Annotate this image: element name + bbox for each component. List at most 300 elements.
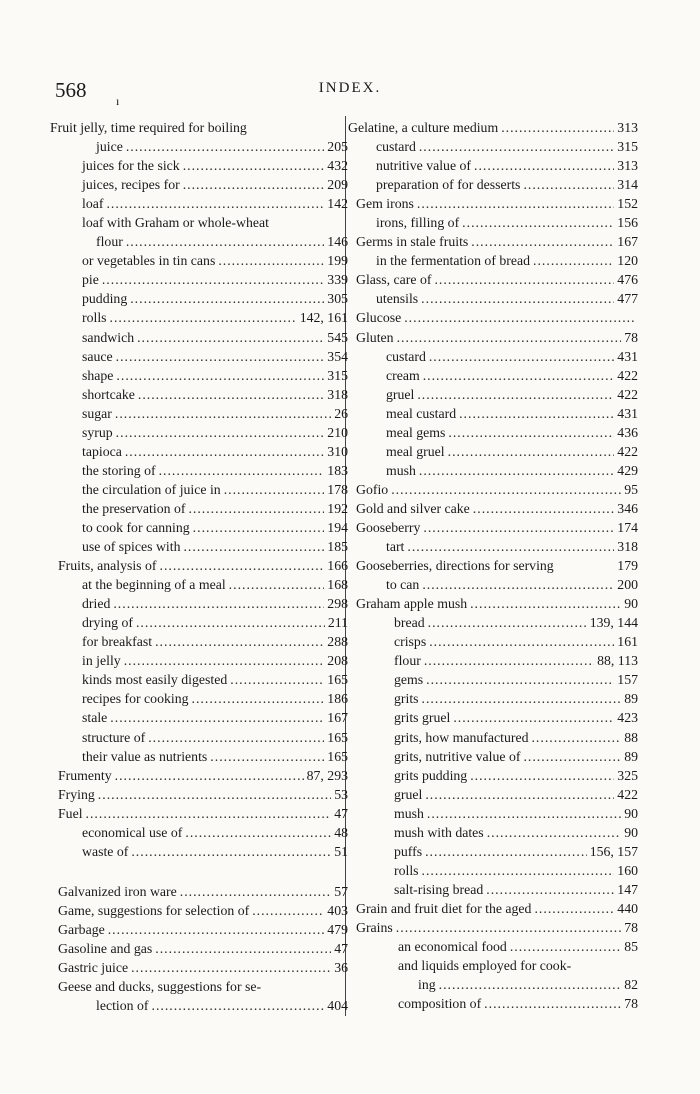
entry-term: pudding: [82, 291, 128, 307]
page-reference: 165: [327, 672, 348, 688]
entry-term: irons, filling of: [376, 215, 460, 231]
dot-leader: [193, 518, 325, 537]
index-entry: [348, 232, 638, 251]
dot-leader: [428, 613, 587, 632]
index-entry: [50, 442, 348, 461]
dot-leader: [108, 920, 325, 939]
index-entry: [348, 461, 638, 480]
entry-term: to cook for canning: [82, 519, 190, 535]
entry-term: to can: [386, 577, 420, 593]
index-entry: [348, 347, 638, 366]
dot-leader: [422, 861, 615, 880]
index-entry: [50, 518, 348, 537]
entry-term: meal gems: [386, 424, 446, 440]
index-entry: [348, 747, 638, 766]
page-reference: 185: [327, 539, 348, 555]
index-entry: [348, 880, 638, 899]
index-entry: [50, 785, 348, 804]
index-entry: [50, 823, 348, 842]
entry-term: gruel: [386, 386, 415, 402]
dot-leader: [533, 251, 614, 270]
page-reference: 476: [617, 272, 638, 288]
entry-term: sandwich: [82, 329, 135, 345]
index-column-right: [348, 118, 638, 1013]
page-reference: 194: [327, 519, 348, 535]
index-entry: [348, 842, 638, 861]
entry-term: Gasoline and gas: [58, 940, 153, 956]
page-reference: 87, 293: [306, 767, 348, 783]
entry-term: Galvanized iron ware: [58, 883, 177, 899]
index-entry: [348, 251, 638, 270]
entry-term: Fruits, analysis of: [58, 558, 157, 574]
dot-leader: [185, 823, 331, 842]
entry-term: kinds most easily digested: [82, 672, 228, 688]
dot-leader: [183, 537, 324, 556]
dot-leader: [422, 689, 622, 708]
entry-term: pie: [82, 272, 99, 288]
index-entry: [50, 404, 348, 423]
entry-term: juices, recipes for: [82, 177, 180, 193]
entry-term: mush: [394, 805, 424, 821]
page-reference: 142, 161: [299, 310, 348, 326]
entry-term: loaf with Graham or whole-wheat: [82, 215, 269, 231]
dot-leader: [252, 901, 324, 920]
dot-leader: [470, 594, 621, 613]
page-reference: 318: [327, 386, 348, 402]
page-reference: 208: [327, 653, 348, 669]
index-entry: [50, 175, 348, 194]
dot-leader: [486, 880, 614, 899]
dot-leader: [453, 708, 614, 727]
page-reference: 199: [327, 253, 348, 269]
page-reference: 90: [624, 824, 638, 840]
dot-leader: [192, 689, 325, 708]
index-entry: [348, 632, 638, 651]
page-header: [0, 76, 700, 106]
page-reference: 310: [327, 443, 348, 459]
page-reference: 90: [624, 596, 638, 612]
entry-term: structure of: [82, 729, 146, 745]
dot-leader: [86, 804, 332, 823]
dot-leader: [419, 137, 614, 156]
page-reference: 152: [617, 196, 638, 212]
page-reference: 165: [327, 748, 348, 764]
dot-leader: [448, 442, 615, 461]
page-reference: 432: [327, 158, 348, 174]
dot-leader: [474, 156, 614, 175]
page-reference: 178: [327, 481, 348, 497]
entry-term: mush with dates: [394, 824, 484, 840]
index-entry: [348, 308, 638, 327]
index-entry: [50, 328, 348, 347]
entry-term: recipes for cooking: [82, 691, 189, 707]
dot-leader: [423, 366, 615, 385]
dot-leader: [124, 651, 325, 670]
entry-term: in the fermentation of bread: [376, 253, 531, 269]
dot-leader: [131, 958, 331, 977]
index-entry: [348, 366, 638, 385]
entry-term: composition of: [398, 996, 482, 1012]
dot-leader: [136, 613, 325, 632]
page-reference: 440: [617, 900, 638, 916]
entry-term: Glucose: [356, 310, 402, 326]
index-entry: [348, 137, 638, 156]
page-reference: 157: [617, 672, 638, 688]
dot-leader: [130, 289, 324, 308]
entry-term: dried: [82, 596, 111, 612]
dot-leader: [484, 994, 621, 1013]
entry-term: Graham apple mush: [356, 596, 468, 612]
entry-term: shortcake: [82, 386, 135, 402]
page-reference: 183: [327, 462, 348, 478]
index-entry: [348, 270, 638, 289]
dot-leader: [224, 480, 325, 499]
page-reference: 422: [617, 367, 638, 383]
page-reference: 313: [617, 120, 638, 135]
entry-term: puffs: [394, 843, 423, 859]
entry-term: economical use of: [82, 824, 183, 840]
dot-leader: [429, 347, 614, 366]
page-reference: 95: [624, 481, 638, 497]
dot-leader: [230, 670, 324, 689]
dot-leader: [404, 308, 635, 327]
dot-leader: [229, 575, 325, 594]
dot-leader: [115, 404, 331, 423]
page-reference: 431: [617, 348, 638, 364]
entry-term: rolls: [82, 310, 107, 326]
index-entry: [348, 328, 638, 347]
entry-term: or vegetables in tin cans: [82, 253, 216, 269]
dot-leader: [417, 194, 614, 213]
index-entry: [348, 175, 638, 194]
entry-term: sauce: [82, 348, 113, 364]
dot-leader: [407, 537, 614, 556]
page-reference: 404: [327, 998, 348, 1014]
page-reference: 167: [617, 234, 638, 250]
index-entry: [348, 956, 638, 975]
entry-term: and liquids employed for cook-: [398, 958, 572, 974]
entry-term: Garbage: [58, 921, 105, 937]
entry-term: meal custard: [386, 405, 457, 421]
page-reference: 346: [617, 500, 638, 516]
entry-term: Grains: [356, 919, 393, 935]
dot-leader: [218, 251, 324, 270]
entry-term: Fruit jelly, time required for boiling: [50, 120, 247, 135]
page-reference: 156: [617, 215, 638, 231]
index-entry: [50, 920, 348, 939]
index-entry: [50, 137, 348, 156]
dot-leader: [429, 632, 614, 651]
page-reference: 325: [617, 767, 638, 783]
dot-leader: [131, 842, 331, 861]
page-reference: 82: [624, 977, 638, 993]
index-entry: [50, 461, 348, 480]
page-reference: 78: [624, 996, 638, 1012]
index-entry: [50, 556, 348, 575]
dot-leader: [534, 899, 614, 918]
dot-leader: [510, 937, 621, 956]
index-entry: [50, 270, 348, 289]
index-entry: [348, 404, 638, 423]
index-entry: [348, 937, 638, 956]
page-reference: 314: [617, 177, 638, 193]
index-entry: [50, 118, 348, 137]
index-entry: [348, 213, 638, 232]
index-entry: [348, 861, 638, 880]
index-entry: [50, 996, 348, 1015]
entry-term: nutritive value of: [376, 158, 472, 174]
entry-term: sugar: [82, 405, 112, 421]
index-entry: [50, 499, 348, 518]
page-reference: 36: [334, 960, 348, 976]
index-entry: [348, 785, 638, 804]
dot-leader: [180, 882, 331, 901]
entry-term: custard: [376, 139, 416, 155]
index-entry: [348, 689, 638, 708]
index-entry: [50, 232, 348, 251]
entry-term: at the beginning of a meal: [82, 577, 226, 593]
page-reference: 318: [617, 539, 638, 555]
dot-leader: [439, 975, 622, 994]
page-reference: 339: [327, 272, 348, 288]
index-entry: [50, 289, 348, 308]
index-entry: [50, 901, 348, 920]
entry-term: Fuel: [58, 805, 83, 821]
dot-leader: [188, 499, 324, 518]
entry-term: Gelatine, a culture medium: [348, 120, 499, 135]
page-reference: 210: [327, 424, 348, 440]
index-entry: [50, 194, 348, 213]
index-entry: [348, 594, 638, 613]
page-reference: 161: [617, 634, 638, 650]
page-reference: 305: [327, 291, 348, 307]
entry-term: crisps: [394, 634, 427, 650]
page-reference: 53: [334, 786, 348, 802]
dot-leader: [523, 175, 614, 194]
dot-leader: [396, 918, 621, 937]
entry-term: utensils: [376, 291, 419, 307]
index-entry: [50, 708, 348, 727]
dot-leader: [155, 939, 331, 958]
entry-term: Gooseberries, directions for serving: [356, 558, 554, 574]
dot-leader: [531, 728, 621, 747]
entry-term: for breakfast: [82, 634, 153, 650]
page-reference: 205: [327, 139, 348, 155]
dot-leader: [137, 328, 324, 347]
index-entry: [50, 385, 348, 404]
dot-leader: [391, 480, 621, 499]
entry-term: use of spices with: [82, 539, 181, 555]
index-entry: [348, 804, 638, 823]
index-entry: [50, 347, 348, 366]
dot-leader: [423, 518, 614, 537]
page-reference: 26: [334, 405, 348, 421]
page-reference: 160: [617, 862, 638, 878]
index-entry: [50, 842, 348, 861]
index-entry: [348, 766, 638, 785]
page-reference: 147: [617, 881, 638, 897]
entry-term: the preservation of: [82, 500, 186, 516]
entry-term: Gastric juice: [58, 960, 129, 976]
page-reference: 315: [327, 367, 348, 383]
stray-mark: ı: [116, 94, 120, 108]
dot-leader: [110, 308, 297, 327]
entry-term: Glass, care of: [356, 272, 432, 288]
page-reference: 165: [327, 729, 348, 745]
page-reference: 78: [624, 919, 638, 935]
entry-term: tapioca: [82, 443, 122, 459]
entry-term: an economical food: [398, 939, 507, 955]
page-reference: 298: [327, 596, 348, 612]
index-entry: [348, 994, 638, 1013]
index-entry: [348, 480, 638, 499]
dot-leader: [417, 385, 614, 404]
entry-term: Frumenty: [58, 767, 112, 783]
entry-term: Germs in stale fruits: [356, 234, 469, 250]
index-entry: [50, 366, 348, 385]
page-reference: 89: [624, 691, 638, 707]
page-reference: 89: [624, 748, 638, 764]
entry-term: Game, suggestions for selection of: [58, 902, 250, 918]
page-reference: 313: [617, 158, 638, 174]
page-number: 568: [55, 78, 87, 102]
page-reference: 192: [327, 500, 348, 516]
dot-leader: [422, 575, 614, 594]
page-reference: 90: [624, 805, 638, 821]
index-entry: [348, 728, 638, 747]
entry-term: custard: [386, 348, 426, 364]
dot-leader: [421, 289, 614, 308]
entry-term: meal gruel: [386, 443, 445, 459]
entry-term: in jelly: [82, 653, 121, 669]
entry-term: cream: [386, 367, 420, 383]
index-entry: [348, 708, 638, 727]
index-entry: [50, 939, 348, 958]
entry-term: lection of: [96, 998, 149, 1014]
dot-leader: [397, 328, 622, 347]
page-reference: 477: [617, 291, 638, 307]
dot-leader: [425, 785, 614, 804]
dot-leader: [419, 461, 614, 480]
page-reference: 423: [617, 710, 638, 726]
page-reference: 168: [327, 577, 348, 593]
entry-term: ing: [418, 977, 436, 993]
page-reference: 422: [617, 443, 638, 459]
page-reference: 315: [617, 139, 638, 155]
dot-leader: [183, 175, 325, 194]
dot-leader: [138, 385, 324, 404]
entry-term: syrup: [82, 424, 113, 440]
page-reference: 422: [617, 386, 638, 402]
entry-term: gems: [394, 672, 424, 688]
entry-term: mush: [386, 462, 416, 478]
dot-leader: [462, 213, 614, 232]
entry-term: drying of: [82, 615, 133, 631]
dot-leader: [448, 423, 614, 442]
entry-term: flour: [394, 653, 421, 669]
entry-term: gruel: [394, 786, 423, 802]
page-title: INDEX.: [318, 80, 382, 96]
index-entry: [348, 537, 638, 556]
entry-term: Gofio: [356, 481, 389, 497]
index-entry: [50, 423, 348, 442]
page-reference: 120: [617, 253, 638, 269]
index-entry: [348, 918, 638, 937]
entry-term: grits, nutritive value of: [394, 748, 521, 764]
index-entry: [50, 613, 348, 632]
index-entry: [348, 118, 638, 137]
page-reference: 51: [334, 843, 348, 859]
entry-term: shape: [82, 367, 114, 383]
index-entry: [348, 823, 638, 842]
entry-term: grits, how manufactured: [394, 729, 529, 745]
entry-term: loaf: [82, 196, 104, 212]
dot-leader: [426, 670, 614, 689]
index-entry: [50, 156, 348, 175]
dot-leader: [160, 556, 325, 575]
dot-leader: [116, 423, 325, 442]
entry-term: stale: [82, 710, 108, 726]
index-entry: [50, 766, 348, 785]
page-reference: 429: [617, 462, 638, 478]
entry-term: bread: [394, 615, 425, 631]
page-reference: 179: [617, 558, 638, 574]
index-entry: [50, 632, 348, 651]
entry-term: their value as nutrients: [82, 748, 208, 764]
dot-leader: [501, 118, 614, 137]
page-reference: 47: [334, 805, 348, 821]
index-entry: [348, 442, 638, 461]
dot-leader: [210, 747, 324, 766]
page-reference: 47: [334, 940, 348, 956]
dot-leader: [102, 270, 324, 289]
index-entry: [50, 747, 348, 766]
entry-term: preparation of for desserts: [376, 177, 521, 193]
entry-term: Gold and silver cake: [356, 500, 470, 516]
index-entry: [50, 594, 348, 613]
page-reference: 48: [334, 824, 348, 840]
entry-term: juice: [96, 139, 123, 155]
dot-leader: [125, 442, 324, 461]
entry-term: Gluten: [356, 329, 394, 345]
dot-leader: [155, 632, 324, 651]
index-entry: [50, 728, 348, 747]
page-reference: 88: [624, 729, 638, 745]
entry-term: rolls: [394, 862, 419, 878]
entry-term: grits pudding: [394, 767, 468, 783]
page-reference: 545: [327, 329, 348, 345]
index-entry: [50, 308, 348, 327]
entry-term: Frying: [58, 786, 95, 802]
dot-leader: [115, 766, 304, 785]
entry-term: Gem irons: [356, 196, 414, 212]
page-reference: 57: [334, 883, 348, 899]
page-reference: 422: [617, 786, 638, 802]
page-reference: 431: [617, 405, 638, 421]
dot-leader: [126, 232, 324, 251]
entry-term: salt-rising bread: [394, 881, 484, 897]
index-entry: [348, 518, 638, 537]
index-entry: [348, 613, 638, 632]
dot-leader: [424, 651, 594, 670]
index-entry: [348, 423, 638, 442]
index-entry: [348, 975, 638, 994]
dot-leader: [98, 785, 331, 804]
dot-leader: [148, 728, 324, 747]
dot-leader: [471, 232, 614, 251]
index-entry: [50, 251, 348, 270]
index-entry: [348, 670, 638, 689]
